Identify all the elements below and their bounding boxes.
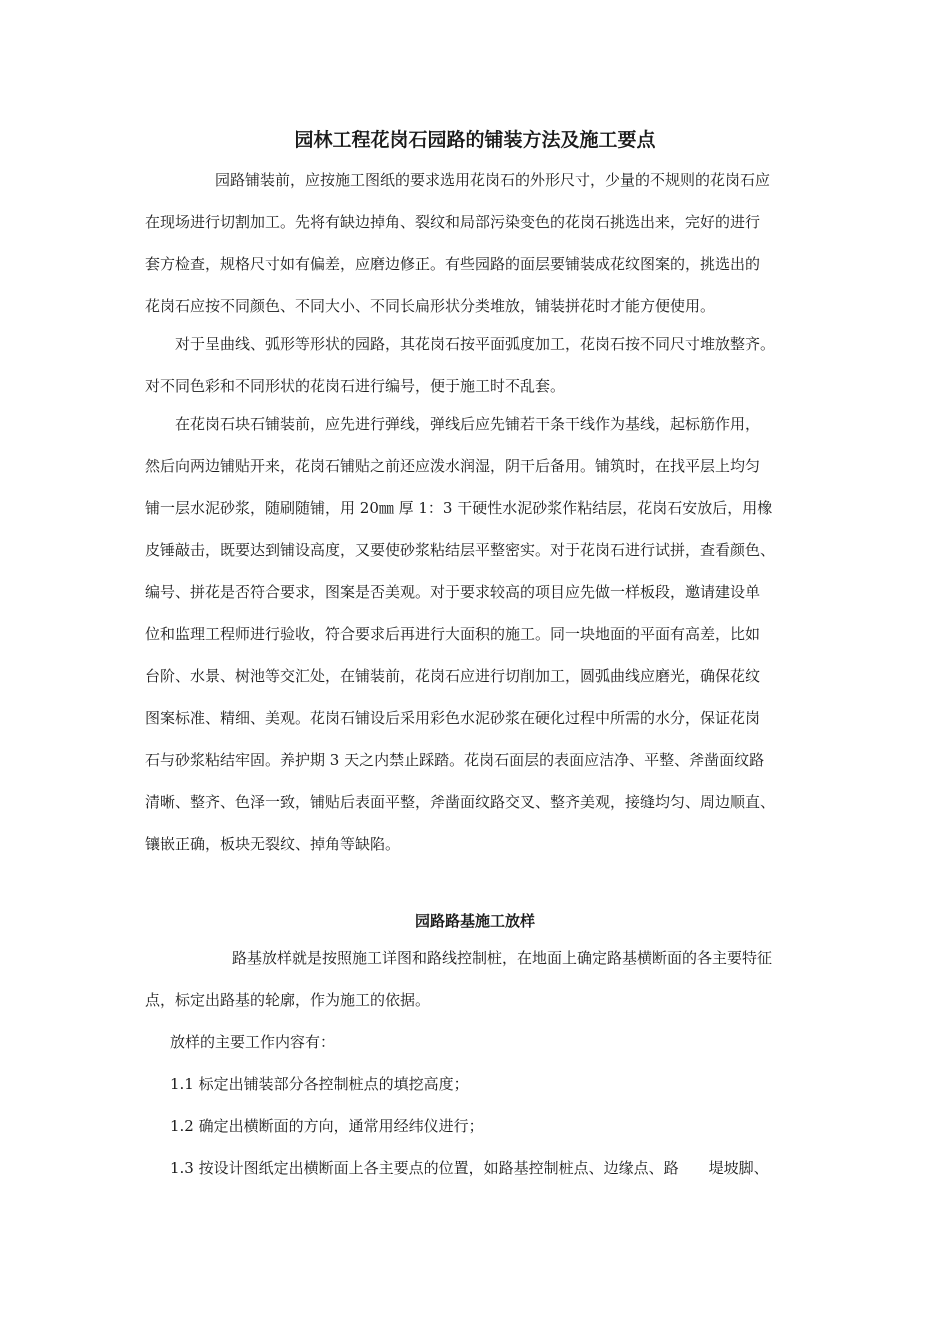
list-item: 1.3 按设计图纸定出横断面上各主要点的位置，如路基控制桩点、边缘点、路 堤坡脚、 (170, 1159, 769, 1177)
paragraph-line: 台阶、水景、树池等交汇处，在铺装前，花岗石应进行切削加工，圆弧曲线应磨光，确保花纹 (145, 667, 761, 685)
paragraph-line: 在花岗石块石铺装前，应先进行弹线，弹线后应先铺若干条干线作为基线，起标筋作用， (175, 415, 761, 433)
paragraph-line: 对于呈曲线、弧形等形状的园路，其花岗石按平面弧度加工，花岗石按不同尺寸堆放整齐。 (175, 335, 776, 353)
paragraph-line: 图案标准、精细、美观。花岗石铺设后采用彩色水泥砂浆在硬化过程中所需的水分，保证花岗 (145, 709, 761, 727)
paragraph-line: 套方检查，规格尺寸如有偏差，应磨边修正。有些园路的面层要铺装成花纹图案的，挑选出的 (145, 255, 761, 273)
section-heading: 园路路基施工放样 (414, 912, 535, 930)
paragraph-line: 然后向两边铺贴开来，花岗石铺贴之前还应泼水润湿，阴干后备用。铺筑时，在找平层上均匀 (145, 457, 761, 475)
paragraph-line: 在现场进行切割加工。先将有缺边掉角、裂纹和局部污染变色的花岗石挑选出来，完好的进行 (145, 213, 761, 231)
paragraph-line: 编号、拼花是否符合要求，图案是否美观。对于要求较高的项目应先做一样板段，邀请建设单 (145, 583, 761, 601)
paragraph-line: 镶嵌正确，板块无裂纹、掉角等缺陷。 (145, 835, 401, 853)
paragraph-line: 铺一层水泥砂浆，随刷随铺，用 20㎜ 厚 1：3 干硬性水泥砂浆作粘结层，花岗石安放后，用橡 (145, 499, 773, 517)
paragraph-line: 石与砂浆粘结牢固。养护期 3 天之内禁止踩踏。花岗石面层的表面应洁净、平整、斧凿面纹路 (145, 751, 765, 769)
paragraph-line: 皮锤敲击，既要达到铺设高度，又要使砂浆粘结层平整密实。对于花岗石进行试拼，查看颜色、 (145, 541, 776, 559)
paragraph-line: 对不同色彩和不同形状的花岗石进行编号，便于施工时不乱套。 (145, 377, 566, 395)
paragraph-line: 位和监理工程师进行验收，符合要求后再进行大面积的施工。同一块地面的平面有高差，比如 (145, 625, 761, 643)
paragraph-line: 园路铺装前，应按施工图纸的要求选用花岗石的外形尺寸，少量的不规则的花岗石应 (215, 171, 771, 189)
list-item: 1.2 确定出横断面的方向，通常用经纬仪进行； (170, 1117, 484, 1135)
paragraph-line: 路基放样就是按照施工详图和路线控制桩，在地面上确定路基横断面的各主要特征 (232, 949, 773, 967)
document-title: 园林工程花岗石园路的铺装方法及施工要点 (294, 129, 656, 151)
list-item: 1.1 标定出铺装部分各控制桩点的填挖高度； (170, 1075, 469, 1093)
paragraph-line: 清晰、整齐、色泽一致，铺贴后表面平整，斧凿面纹路交叉、整齐美观，接缝均匀、周边顺直、 (145, 793, 776, 811)
paragraph-line: 点，标定出路基的轮廓，作为施工的依据。 (145, 991, 431, 1009)
paragraph-line: 放样的主要工作内容有： (170, 1033, 336, 1051)
paragraph-line: 花岗石应按不同颜色、不同大小、不同长扁形状分类堆放，铺装拼花时才能方便使用。 (145, 297, 716, 315)
